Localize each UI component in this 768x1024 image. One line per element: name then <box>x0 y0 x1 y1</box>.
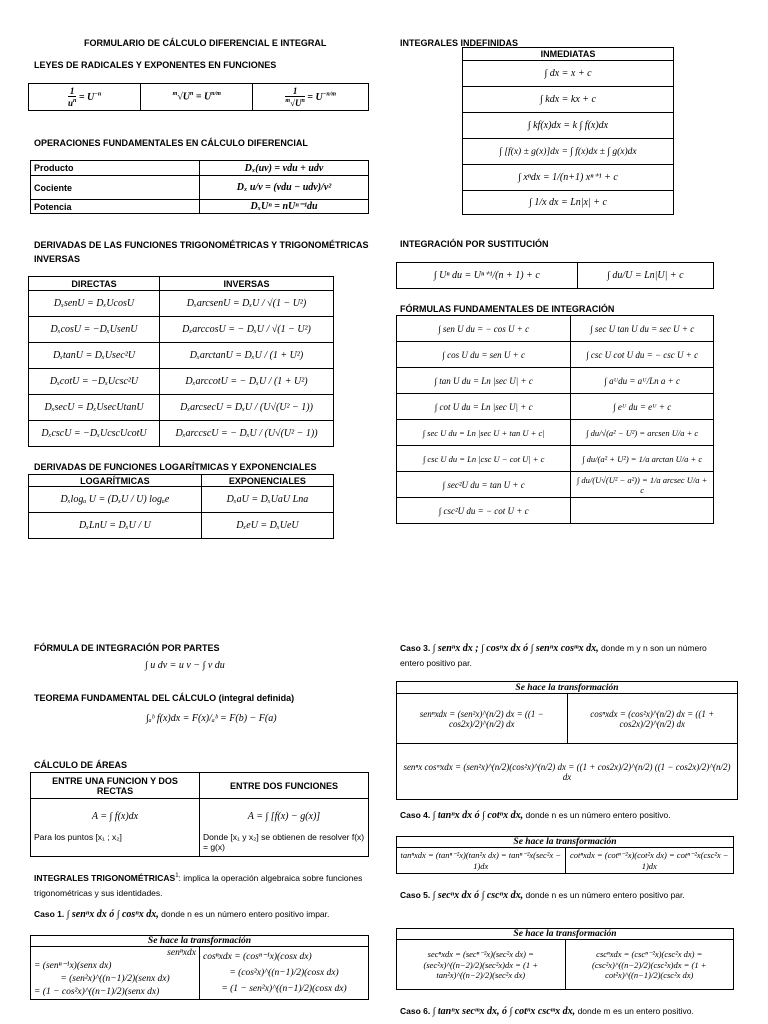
trig-cell: DₓarctanU = DₓU / (1 + U²) <box>160 343 334 369</box>
fund-cell: ∫ csc²U du = − cot U + c <box>397 498 571 524</box>
caso5-text: donde n es un número entero positivo par. <box>525 890 685 900</box>
it-paragraph <box>34 869 364 901</box>
table-row <box>397 420 714 446</box>
caso5-formula: ∫ secⁿx dx ó ∫ cscⁿx dx, <box>432 890 524 901</box>
trig-cell: DₓcscU = −DₓUcscUcotU <box>29 421 160 447</box>
table-row <box>29 487 334 513</box>
transform-caption: Se hace la transformación <box>397 682 738 694</box>
caso5-cell: secⁿxdx = (secⁿ⁻²x)(sec²x dx) = (sec²x)^((n−2)/2)(sec²x)dx = (1 + tan²x)^((n−2)/2)(sec²x dx) <box>397 940 566 990</box>
log-cell: DₓaU = DₓUaU Lna <box>201 487 333 513</box>
sust-table <box>396 262 714 289</box>
log-title: DERIVADAS DE FUNCIONES LOGARÍTMICAS Y EXPONENCIALES <box>34 462 317 472</box>
table-row <box>31 161 369 176</box>
caso6-text: donde m es un entero positivo. <box>577 1006 694 1016</box>
areas-header: ENTRE DOS FUNCIONES <box>200 773 369 799</box>
table-row <box>29 369 334 395</box>
caso3-formula: ∫ senⁿx dx ; ∫ cosⁿx dx ó ∫ senⁿx cosᵐx dx, <box>432 643 599 654</box>
fund-cell: ∫ sec U tan U du = sec U + c <box>571 316 714 342</box>
caso5-cell: cscⁿxdx = (cscⁿ⁻²x)(csc²x dx) = (csc²x)^((n−2)/2)(csc²x)dx = (1 + cot²x)^((n−1)/2)(csc²x dx) <box>565 940 734 990</box>
inmediata-cell: ∫ 1/x dx = Ln|x| + c <box>463 191 674 215</box>
fund-cell: ∫ csc U cot U du = − csc U + c <box>571 342 714 368</box>
caso3-cell: cosⁿxdx = (cos²x)^(n/2) dx = ((1 + cos2x)/2)^(n/2) dx <box>567 694 738 744</box>
trig-table <box>28 276 334 447</box>
inmediata-cell: ∫ dx = x + c <box>463 61 674 87</box>
radicales-title: LEYES DE RADICALES Y EXPONENTES EN FUNCIONES <box>34 60 277 70</box>
trig-cell: DₓarcsenU = DₓU / √(1 − U²) <box>160 291 334 317</box>
areas-formula: A = ∫ f(x)dx <box>91 811 139 822</box>
areas-note: Para los puntos [x₁ ; x₂] <box>34 832 122 842</box>
operacion-name: Cociente <box>31 176 200 200</box>
table-row <box>29 421 334 447</box>
areas-cell-right <box>200 799 369 857</box>
areas-table <box>30 772 369 857</box>
log-cell: Dₓlogₐ U = (DₓU / U) logₐe <box>29 487 202 513</box>
caso3-cell: senⁿxdx = (sen²x)^(n/2) dx = ((1 − cos2x)/2)^(n/2) dx <box>397 694 568 744</box>
caso1-cell-cos <box>200 947 369 1000</box>
areas-title: CÁLCULO DE ÁREAS <box>34 760 128 770</box>
trig-cell: DₓcotU = −DₓUcsc²U <box>29 369 160 395</box>
caso4-paragraph <box>400 810 740 821</box>
areas-cell-left <box>31 799 200 857</box>
table-row <box>29 317 334 343</box>
transform-caption: Se hace la transformación <box>31 936 369 947</box>
table-row <box>29 395 334 421</box>
indef-title: INTEGRALES INDEFINIDAS <box>400 38 519 48</box>
trig-header: DIRECTAS <box>29 277 160 291</box>
sust-cell: ∫ Uⁿ du = Uⁿ⁺¹/(n + 1) + c <box>397 263 578 289</box>
caso1-text: donde n es un número entero positivo impar. <box>161 909 330 919</box>
operacion-formula: Dₓ u/v = (vdu − udv)/v² <box>200 176 369 200</box>
operacion-formula: DₓUⁿ = nUⁿ⁻¹du <box>200 200 369 214</box>
caso3-label: Caso 3. <box>400 643 431 653</box>
caso1-line: = (1 − cos²x)^((n−1)/2)(senx dx) <box>34 987 160 997</box>
table-row <box>463 113 674 139</box>
caso4-text: donde n es un número entero positivo. <box>525 810 671 820</box>
radical-cell-2: $^m√U^n = U^{n/m}$ <box>141 84 253 111</box>
it-text: : implica la operación algebraica sobre funciones trigonométricas y sus identidades. <box>34 872 363 898</box>
areas-formula: A = ∫ [f(x) − g(x)] <box>247 811 321 822</box>
it-footnote-mark: 1 <box>175 873 179 879</box>
fund-cell: ∫ sec²U du = tan U + c <box>397 472 571 498</box>
table-row <box>31 176 369 200</box>
trig-cell: DₓarcsecU = DₓU / (U√(U² − 1)) <box>160 395 334 421</box>
caso4-formula: ∫ tanⁿx dx ó ∫ cotⁿx dx, <box>432 810 524 821</box>
caso4-table <box>396 836 734 874</box>
operacion-formula: Dₓ(uv) = vdu + udv <box>200 161 369 176</box>
caso6-paragraph <box>400 1006 740 1017</box>
table-row <box>397 342 714 368</box>
table-row <box>29 291 334 317</box>
caso4-label: Caso 4. <box>400 810 431 820</box>
table-row <box>397 316 714 342</box>
trig-cell: DₓcosU = −DₓUsenU <box>29 317 160 343</box>
log-cell: DₓLnU = DₓU / U <box>29 513 202 539</box>
fund-cell: ∫ sen U du = − cos U + c <box>397 316 571 342</box>
inmediata-cell: ∫ [f(x) ± g(x)]dx = ∫ f(x)dx ± ∫ g(x)dx <box>463 139 674 165</box>
radical-cell-3: $\frac{1}{^m√U^n}$ = $U^{-n/m}$ <box>253 84 369 111</box>
log-header: LOGARÍTMICAS <box>29 475 202 487</box>
table-row <box>397 446 714 472</box>
table-row <box>29 513 334 539</box>
table-row <box>29 343 334 369</box>
trig-cell: DₓarccscU = − DₓU / (U√(U² − 1)) <box>160 421 334 447</box>
table-row <box>397 472 714 498</box>
inmediatas-table <box>462 47 674 215</box>
table-row <box>397 498 714 524</box>
table-row <box>463 165 674 191</box>
caso5-label: Caso 5. <box>400 890 431 900</box>
table-row <box>31 200 369 214</box>
caso3-cell: senⁿx cosᵐxdx = (sen²x)^(n/2)(cos²x)^(n/2) dx = ((1 + cos2x)/2)^(n/2) ((1 − cos2x)/2)^(n/2) dx <box>397 744 738 800</box>
fund-cell: ∫ du/(a² + U²) = 1/a arctan U/a + c <box>571 446 714 472</box>
trig-header: INVERSAS <box>160 277 334 291</box>
caso3-text: donde m y n son un número entero positivo par. <box>400 643 707 668</box>
fund-cell: ∫ csc U du = Ln |csc U − cot U| + c <box>397 446 571 472</box>
fund-cell: ∫ sec U du = Ln |sec U + tan U + c| <box>397 420 571 446</box>
caso1-line: cosⁿxdx = (cosⁿ⁻¹x)(cosx dx) <box>203 952 312 962</box>
it-title: INTEGRALES TRIGONOMÉTRICAS <box>34 872 176 883</box>
teorema-formula: ∫ₐᵇ f(x)dx = F(x)/ₐᵇ = F(b) − F(a) <box>146 713 277 724</box>
fund-cell: ∫ tan U du = Ln |sec U| + c <box>397 368 571 394</box>
radical-cell-1: $\frac{1}{u^n}$ = $U^{-n}$ <box>29 84 141 111</box>
inmediata-cell: ∫ kf(x)dx = k ∫ f(x)dx <box>463 113 674 139</box>
trig-cell: DₓtanU = DₓUsec²U <box>29 343 160 369</box>
areas-header: ENTRE UNA FUNCION Y DOS RECTAS <box>31 773 200 799</box>
table-row <box>397 263 714 289</box>
table-row <box>463 139 674 165</box>
inmediatas-header: INMEDIATAS <box>463 48 674 61</box>
table-row <box>463 87 674 113</box>
caso6-formula: ∫ tanⁿx secᵐx dx, ó ∫ cotⁿx cscᵐx dx, <box>432 1006 576 1017</box>
fund-cell: ∫ cos U du = sen U + c <box>397 342 571 368</box>
caso6-label: Caso 6. <box>400 1006 431 1016</box>
caso3-paragraph <box>400 641 730 670</box>
caso1-formula: ∫ senⁿx dx ó ∫ cosⁿx dx, <box>66 909 159 920</box>
caso4-cell: tanⁿxdx = (tanⁿ⁻²x)(tan²x dx) = tanⁿ⁻²x(sec²x − 1)dx <box>397 848 566 874</box>
table-row <box>463 61 674 87</box>
trig-cell: DₓsecU = DₓUsecUtanU <box>29 395 160 421</box>
caso1-cell-sen <box>31 947 200 1000</box>
log-header: EXPONENCIALES <box>201 475 333 487</box>
caso1-paragraph <box>34 907 364 922</box>
table-row <box>463 191 674 215</box>
log-cell: DₓeU = DₓUeU <box>201 513 333 539</box>
partes-formula: ∫ u dv = u v − ∫ v du <box>145 660 225 671</box>
transform-caption: Se hace la transformación <box>397 837 734 848</box>
caso1-line: senⁿxdx <box>167 948 196 958</box>
sust-cell: ∫ du/U = Ln|U| + c <box>577 263 713 289</box>
radicales-table <box>28 83 369 111</box>
operaciones-title: OPERACIONES FUNDAMENTALES EN CÁLCULO DIFERENCIAL <box>34 138 308 148</box>
caso4-cell: cotⁿxdx = (cotⁿ⁻²x)(cot²x dx) = cotⁿ⁻²x(csc²x − 1)dx <box>565 848 734 874</box>
teorema-title: TEOREMA FUNDAMENTAL DEL CÁLCULO (integral definida) <box>34 693 295 703</box>
trig-cell: DₓsenU = DₓUcosU <box>29 291 160 317</box>
fund-cell: ∫ du/(U√(U² − a²)) = 1/a arcsec U/a + c <box>571 472 714 498</box>
caso1-table <box>30 935 369 1000</box>
log-table <box>28 474 334 539</box>
table-row <box>397 394 714 420</box>
sust-title: INTEGRACIÓN POR SUSTITUCIÓN <box>400 239 549 249</box>
transform-caption: Se hace la transformación <box>397 929 734 940</box>
table-row <box>397 368 714 394</box>
fund-cell: ∫ cot U du = Ln |sec U| + c <box>397 394 571 420</box>
fund-title: FÓRMULAS FUNDAMENTALES DE INTEGRACIÓN <box>400 304 615 314</box>
operacion-name: Producto <box>31 161 200 176</box>
partes-title: FÓRMULA DE INTEGRACIÓN POR PARTES <box>34 643 220 653</box>
operaciones-table <box>30 160 369 214</box>
caso3-table <box>396 681 738 800</box>
trig-title: DERIVADAS DE LAS FUNCIONES TRIGONOMÉTRICAS Y TRIGONOMÉTRICAS INVERSAS <box>34 240 369 264</box>
fund-cell: ∫ eᵁ du = eᵁ + c <box>571 394 714 420</box>
fund-cell-empty <box>571 498 714 524</box>
caso1-line: = (cos²x)^((n−1)/2)(cosx dx) <box>229 968 339 978</box>
inmediata-cell: ∫ kdx = kx + c <box>463 87 674 113</box>
page-title: FORMULARIO DE CÁLCULO DIFERENCIAL E INTEGRAL <box>84 38 327 48</box>
caso1-label: Caso 1. <box>34 909 65 919</box>
fund-table <box>396 315 714 524</box>
inmediata-cell: ∫ xⁿdx = 1/(n+1) xⁿ⁺¹ + c <box>463 165 674 191</box>
trig-cell: DₓarccotU = − DₓU / (1 + U²) <box>160 369 334 395</box>
operacion-name: Potencia <box>31 200 200 214</box>
caso1-line: = (1 − sen²x)^((n−1)/2)(cosx dx) <box>221 984 347 994</box>
caso1-line: = (senⁿ⁻¹x)(senx dx) <box>34 961 112 971</box>
caso1-line: = (sen²x)^((n−1)/2)(senx dx) <box>60 974 170 984</box>
areas-note: Donde [x₁ y x₂] se obtienen de resolver f(x) = g(x) <box>203 832 365 852</box>
fund-cell: ∫ aᵁdu = aᵁ/Ln a + c <box>571 368 714 394</box>
caso5-table <box>396 928 734 990</box>
trig-cell: DₓarccosU = − DₓU / √(1 − U²) <box>160 317 334 343</box>
caso5-paragraph <box>400 888 740 903</box>
fund-cell: ∫ du/√(a² − U²) = arcsen U/a + c <box>571 420 714 446</box>
